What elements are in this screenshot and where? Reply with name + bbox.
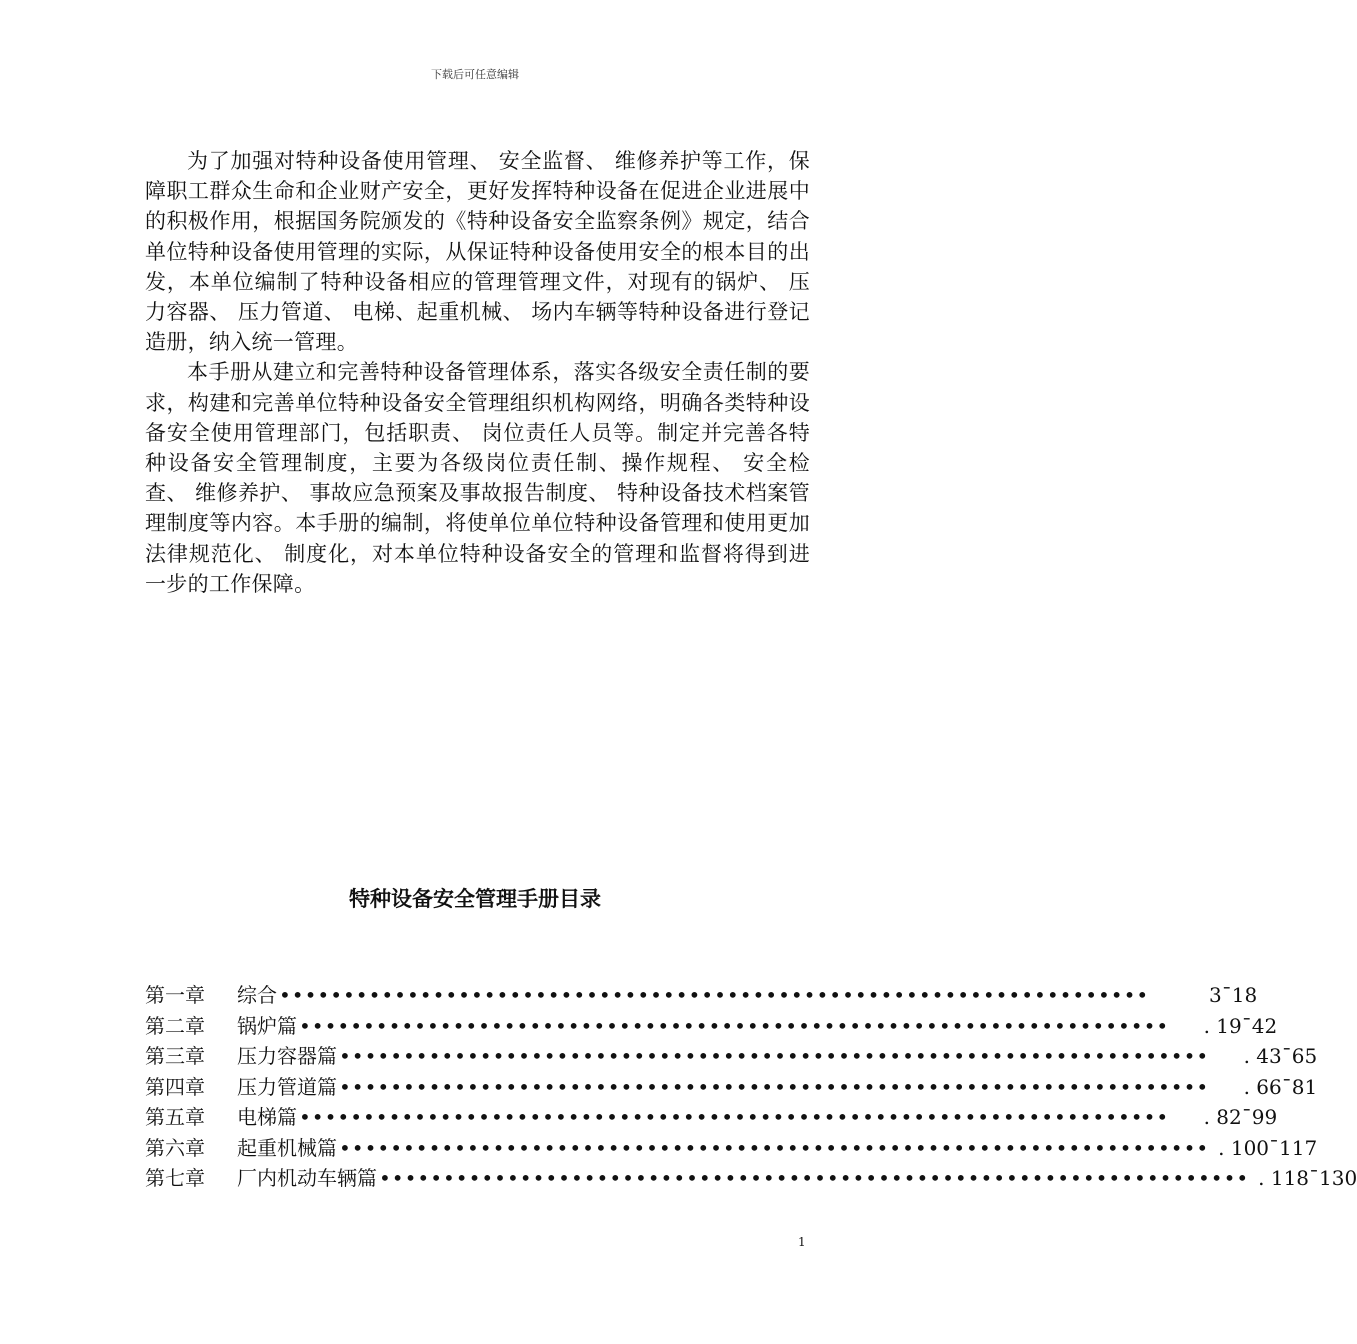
toc-page-range: . 118¯130 bbox=[1258, 1166, 1357, 1190]
toc-page-range: . 19¯42 bbox=[1203, 1013, 1278, 1038]
toc-chapter-number: 第七章 bbox=[145, 1166, 205, 1190]
toc-chapter-title: 锅炉篇 bbox=[237, 1013, 297, 1038]
toc-chapter-number: 第五章 bbox=[145, 1105, 205, 1129]
toc-chapter-number: 第六章 bbox=[145, 1135, 205, 1160]
toc-entry[interactable] bbox=[145, 1071, 1318, 1102]
header-note: 下载后可任意编辑 bbox=[431, 68, 519, 81]
table-of-contents bbox=[145, 979, 1357, 1193]
intro-paragraph-1: 为了加强对特种设备使用管理、 安全监督、 维修养护等工作，保障职工群众生命和企业财产安全，更好发挥特种设备在促进企业进展中的积极作用，根据国务院颁发的《特种设备安全监察条例》规定，结合单位特种设备使用管理的实际，从保证特种设备使用安全的根本目的出发，本单位编制了特种设备相应的管理管理文件，对现有的锅炉、 压力容器、 压力管道、 电梯、起重机械、 场内车辆等特种设备进行登记造册，纳入统一管理。 bbox=[145, 149, 810, 355]
toc-chapter-title: 压力管道篇 bbox=[237, 1074, 337, 1099]
toc-chapter-title: 厂内机动车辆篇 bbox=[237, 1166, 377, 1190]
toc-chapter-number: 第一章 bbox=[145, 983, 205, 1007]
toc-leader-dots: •••••••••••••••••••••••••••••••••••••••••••••••••••••••••••••••••••• bbox=[299, 1105, 1170, 1129]
toc-leader-dots: •••••••••••••••••••••••••••••••••••••••••••••••••••••••••••••••••••• bbox=[339, 1044, 1210, 1068]
toc-title: 特种设备安全管理手册目录 bbox=[349, 887, 601, 911]
toc-leader-dots: •••••••••••••••••••••••••••••••••••••••••••••••••••••••••••••••••••• bbox=[339, 1074, 1210, 1099]
toc-entry[interactable] bbox=[145, 1101, 1278, 1132]
toc-page-range: . 43¯65 bbox=[1243, 1044, 1318, 1068]
toc-leader-dots: •••••••••••••••••••••••••••••••••••••••••••••••••••••••••••••••••••• bbox=[299, 1013, 1170, 1038]
intro-paragraph-2: 本手册从建立和完善特种设备管理体系，落实各级安全责任制的要求，构建和完善单位特种设备安全管理组织机构网络，明确各类特种设备安全使用管理部门，包括职责、 岗位责任人员等。制定并完善各特种设备安全管理制度，主要为各级岗位责任制、操作规程、 安全检查、 维修养护、 事故应急预案及事故报告制度、 特种设备技术档案管理制度等内容。本手册的编制，将使单位单位特种设备管理和使用更加法律规范化、 制度化，对本单位特种设备安全的管理和监督将得到进一步的工作保障。 bbox=[145, 360, 810, 596]
toc-chapter-number: 第四章 bbox=[145, 1074, 205, 1099]
toc-leader-dots: •••••••••••••••••••••••••••••••••••••••••••••••••••••••••••••••••••• bbox=[379, 1166, 1250, 1190]
toc-chapter-title: 综合 bbox=[237, 983, 277, 1007]
toc-leader-dots: •••••••••••••••••••••••••••••••••••••••••••••••••••••••••••••••••••• bbox=[279, 983, 1150, 1007]
toc-page-range: 3¯18 bbox=[1209, 983, 1258, 1007]
toc-page-range: . 100¯117 bbox=[1218, 1135, 1318, 1160]
toc-page-range: . 66¯81 bbox=[1243, 1074, 1318, 1099]
toc-entry[interactable] bbox=[145, 1010, 1278, 1041]
toc-chapter-title: 压力容器篇 bbox=[237, 1044, 337, 1068]
toc-entry[interactable] bbox=[145, 979, 1258, 1010]
toc-chapter-title: 起重机械篇 bbox=[237, 1135, 337, 1160]
toc-chapter-number: 第三章 bbox=[145, 1044, 205, 1068]
toc-entry[interactable] bbox=[145, 1132, 1318, 1163]
intro-text bbox=[145, 146, 810, 599]
toc-chapter-title: 电梯篇 bbox=[237, 1105, 297, 1129]
toc-entry[interactable] bbox=[145, 1040, 1318, 1071]
toc-entry[interactable] bbox=[145, 1162, 1357, 1193]
toc-page-range: . 82¯99 bbox=[1203, 1105, 1278, 1129]
toc-leader-dots: •••••••••••••••••••••••••••••••••••••••••••••••••••••••••••••••••••• bbox=[339, 1135, 1210, 1160]
page-number: 1 bbox=[798, 1235, 806, 1249]
toc-chapter-number: 第二章 bbox=[145, 1013, 205, 1038]
